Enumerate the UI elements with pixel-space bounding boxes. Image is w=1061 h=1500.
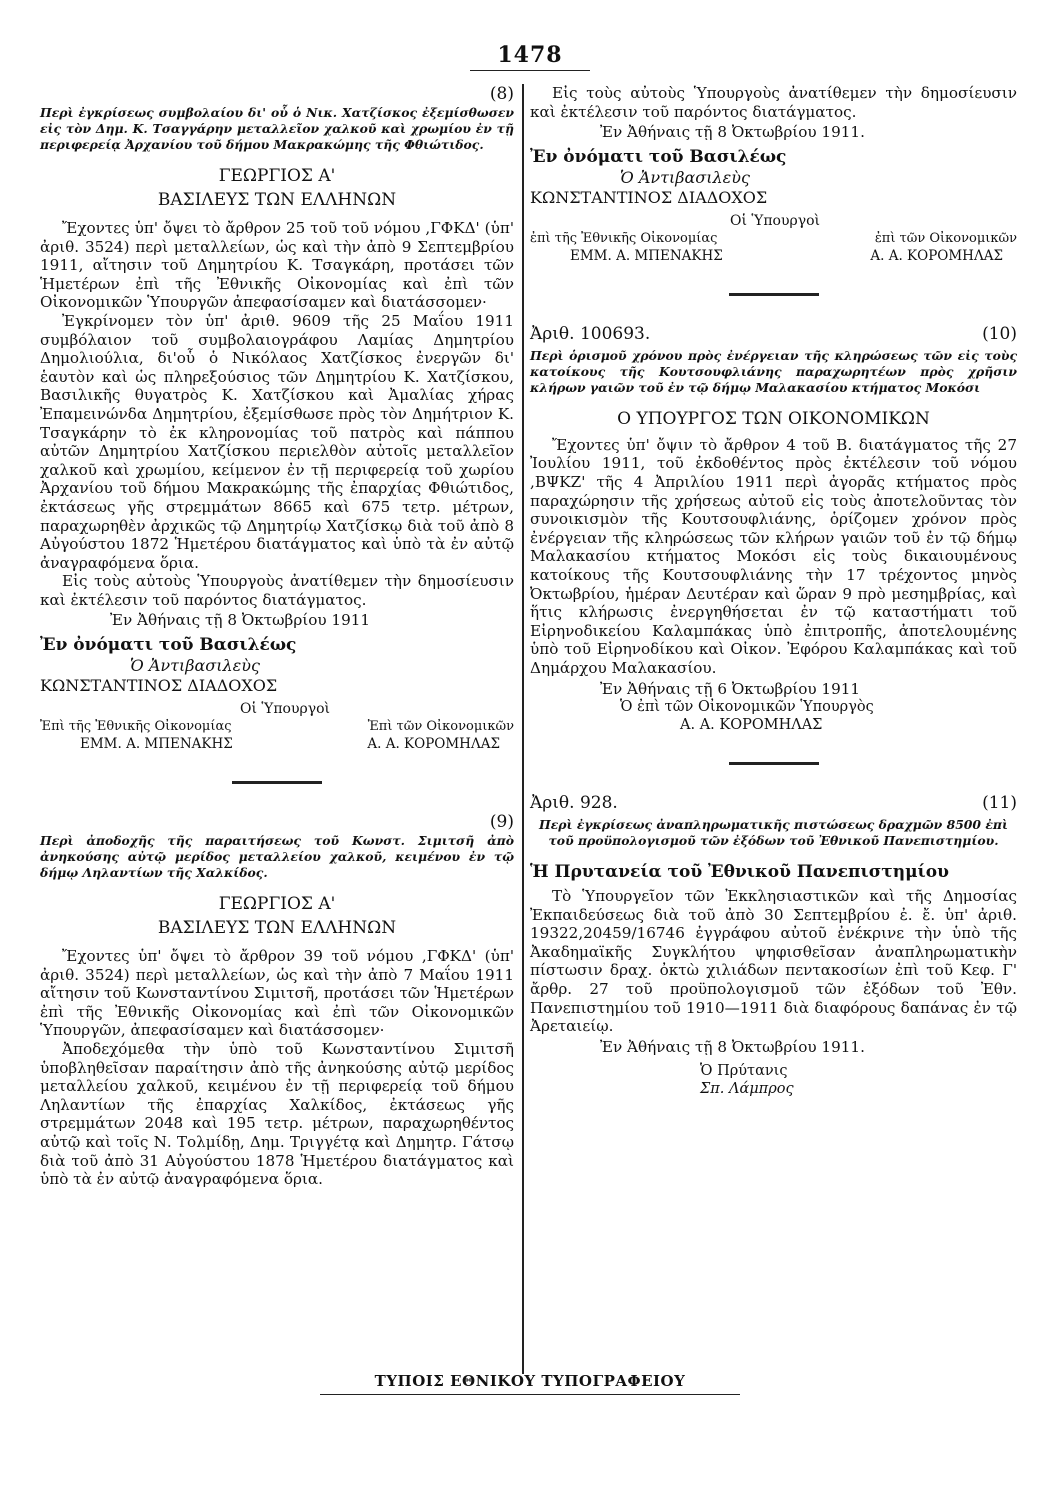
decree-9-kingdom: ΒΑΣΙΛΕΥΣ ΤΩΝ ΕΛΛΗΝΩΝ — [157, 918, 397, 939]
decision-10-summary: Περὶ ὁρισμοῦ χρόνου πρὸς ἐνέργειαν τῆς κληρώσεως τῶν εἰς τοὺς κατοίκους τῆς Κουτσουφλιάνης παραχωρητέων πρὸς χρῆσιν κλήρων γαιῶν τοῦ ἐν τῷ δήμῳ Μαλακασίου κτήματος Μοκόσι — [530, 347, 1017, 395]
decree-9-summary: Περὶ ἀποδοχῆς τῆς παραιτήσεως τοῦ Κωνστ. Σιμιτσῆ ἀπὸ ἀνηκούσης αὐτῷ μερίδος μεταλλείου χαλκοῦ, κειμένου ἐν τῷ δήμῳ Ληλαντίων τῆς Χαλκίδος. — [40, 833, 514, 881]
decree-9 — [40, 812, 514, 1189]
decree-9-paragraph-2: Ἀποδεχόμεθα τὴν ὑπὸ τοῦ Κωνσταντίνου Σιμιτσῆ ὑποβληθεῖσαν παραίτησιν ἀπὸ τῆς ἀνηκούσης αὐτῷ μερίδος μεταλλείου χαλκοῦ, κειμένου ἐν τῇ περιφερείᾳ τοῦ δήμου Ληλαντίων τῆς ἐπαρχίας Χαλκίδος, ἐκτάσεως γῆς στρεμμάτων 2048 καὶ 195 τετρ. μέτρων, παραχωρηθέντος αὐτῷ καὶ τοῖς Ν. Τολμίδῃ, Δημ. Τριγγέτᾳ καὶ Δημητρ. Γάτσῳ διὰ τοῦ ἀπὸ 31 Αὐγούστου 1878 Ἡμετέρου διατάγματος καὶ ὑπὸ τὰ ἐν αὐτῷ ἀναγραφόμενα ὅρια. — [40, 1040, 514, 1189]
decision-11-summary: Περὶ ἐγκρίσεως ἀναπληρωματικῆς πιστώσεως δραχμῶν 8500 ἐπὶ τοῦ προϋπολογισμοῦ τῶν ἐξόδων τοῦ Ἐθνικοῦ Πανεπιστημίου. — [539, 817, 1008, 849]
decision-11-header — [530, 793, 1017, 813]
decree-9-minister-1-name: ΕΜΜ. Α. ΜΠΕΝΑΚΗΣ — [570, 247, 723, 264]
decision-10-header — [530, 324, 1017, 344]
decree-9-king: ΓΕΩΡΓΙΟΣ Α' — [218, 894, 336, 915]
decree-9-regent-name: ΚΩΝΣΤΑΝΤΙΝΟΣ ΔΙΑΔΟΧΟΣ — [530, 187, 768, 207]
decision-11-paragraph-1: Τὸ Ὑπουργεῖον τῶν Ἐκκλησιαστικῶν καὶ τῆς Δημοσίας Ἐκπαιδεύσεως διὰ τοῦ ἀπὸ 30 Σεπτεμβρίου ἐ. ἔ. ὑπ' ἀριθ. 19322,20459/16746 ἐγγράφου αὐτοῦ ἐνέκρινε τὴν ὑπὸ τῆς Ἀκαδημαϊκῆς Συγκλήτου ψηφισθεῖσαν ἀναπληρωματικὴν πίστωσιν δραχ. ὀκτὼ χιλιάδων πεντακοσίων ἐπὶ τοῦ Κεφ. Γ' ἄρθρ. 27 τοῦ προϋπολογισμοῦ τῶν ἐξόδων τοῦ Ἐθν. Πανεπιστημίου τοῦ 1910—1911 διὰ διαφόρους δαπάνας ἐν τῷ Ἀρεταιείῳ. — [530, 887, 1017, 1036]
decree-8-minister-1-title: Ἐπὶ τῆς Ἐθνικῆς Οἰκονομίας — [40, 719, 232, 735]
decision-11-arith: Ἀριθ. 928. — [530, 793, 618, 814]
decree-8-minister-1-name: ΕΜΜ. Α. ΜΠΕΝΑΚΗΣ — [80, 736, 233, 753]
decree-9-minister-titles — [530, 230, 1017, 247]
decision-11-number: (11) — [982, 793, 1017, 814]
decision-10 — [530, 324, 1017, 734]
section-separator — [232, 781, 322, 784]
decision-11-signer-title: Ὁ Πρύτανις — [700, 1063, 788, 1080]
decree-8-number: (8) — [489, 84, 514, 104]
decision-10-paragraph-1: Ἔχοντες ὑπ' ὄψιν τὸ ἄρθρον 4 τοῦ Β. διατάγματος τῆς 27 Ἰουλίου 1911, τοῦ ἐκδοθέντος πρὸς ἐκτέλεσιν τοῦ νόμου ,ΒΨΚΖ' τῆς 4 Ἀπριλίου 1911 περὶ ἀγορᾶς κτήματος πρὸς παραχώρησιν τῆς χρήσεως αὐτοῦ εἰς τοὺς ἀποτελοῦντας τὸν συνοικισμὸν τῆς Κουτσουφλιάνης, ὁρίζομεν χρόνον πρὸς ἐνέργειαν τῆς κληρώσεως τῶν κλήρων γαιῶν τοῦ ἐν τῷ δήμῳ Μαλακασίου κτήματος Μοκόσι εἰς τοὺς δικαιουμένους κατοίκους τῆς Κουτσουφλιάνης τὴν 17 τρέχοντος μηνὸς Ὀκτωβρίου, ἡμέραν Δευτέραν καὶ ὥραν 9 πρὸ μεσημβρίας, καὶ ἥτις κλήρωσις ἐνεργηθήσεται ἐν τῷ καταστήματι τοῦ Εἰρηνοδικείου Καλαμπάκας ὑπὸ ἐπιτροπῆς, ἀποτελουμένης ὑπὸ τοῦ Εἰρηνοδίκου καὶ Οἰκον. Ἐφόρου Καλαμπάκας καὶ τοῦ Δημάρχου Μαλακασίου. — [530, 435, 1017, 677]
decree-8-king: ΓΕΩΡΓΙΟΣ Α' — [218, 166, 336, 186]
decision-11-signer-name: Σπ. Λάμπρος — [700, 1081, 794, 1098]
decree-9-continued — [530, 84, 1017, 265]
decree-8-paragraph-3: Εἰς τοὺς αὐτοὺς Ὑπουργοὺς ἀνατίθεμεν τὴν δημοσίευσιν καὶ ἐκτέλεσιν τοῦ παρόντος διατάγματος. — [40, 572, 514, 609]
decree-8-minister-names — [40, 735, 514, 753]
decree-9-paragraph-1: Ἔχοντες ὑπ' ὄψει τὸ ἄρθρον 39 τοῦ νόμου ,ΓΦΚΔ' (ὑπ' ἀριθ. 3524) περὶ μεταλλείων, ὡς καὶ τὴν ἀπὸ 7 Μαΐου 1911 αἴτησιν τοῦ Κωνσταντίνου Σιμιτσῆ, προτάσει τῶν Ἡμετέρων ἐπὶ τῆς Ἐθνικῆς Οἰκονομίας καὶ ἐπὶ τῶν Οἰκονομικῶν Ὑπουργῶν, ἀπεφασίσαμεν καὶ διατάσσομεν· — [40, 947, 514, 1040]
printer-imprint: ΤΥΠΟΙΣ ΕΘΝΙΚΟΥ ΤΥΠΟΓΡΑΦΕΙΟΥ — [374, 1372, 686, 1390]
decision-10-signer-title: Ὁ ἐπὶ τῶν Οἰκονομικῶν Ὑπουργὸς — [620, 699, 874, 716]
decree-8-kingdom: ΒΑΣΙΛΕΥΣ ΤΩΝ ΕΛΛΗΝΩΝ — [157, 190, 397, 210]
decree-8-paragraph-1: Ἔχοντες ὑπ' ὄψει τὸ ἄρθρον 25 τοῦ τοῦ νόμου ,ΓΦΚΔ' (ὑπ' ἀριθ. 3524) περὶ μεταλλείων, ὡς καὶ τὴν ἀπὸ 9 Σεπτεμβρίου 1911, αἴτησιν τοῦ Δημητρίου Κ. Τσαγκάρη, προτάσει τῶν Ἡμετέρων ἐπὶ τῆς Ἐθνικῆς Οἰκονομίας καὶ ἐπὶ τῶν Οἰκονομικῶν Ὑπουργῶν ἀπεφασίσαμεν καὶ διατάσσομεν· — [40, 219, 514, 312]
column-divider — [522, 84, 524, 1374]
decision-11-heading: Ἡ Πρυτανεία τοῦ Ἐθνικοῦ Πανεπιστημίου — [530, 862, 949, 883]
decree-8-minister-titles — [40, 718, 514, 735]
decree-9-regent-title: Ὁ Ἀντιβασιλεὺς — [620, 167, 750, 187]
decree-9-in-name-of-king: Ἐν ὀνόματι τοῦ Βασιλέως — [530, 146, 787, 167]
decree-8-regent-title: Ὁ Ἀντιβασιλεὺς — [130, 656, 260, 676]
decree-9-number: (9) — [489, 812, 514, 833]
section-separator — [729, 762, 819, 765]
decree-9-paragraph-3: Εἰς τοὺς αὐτοὺς Ὑπουργοὺς ἀνατίθεμεν τὴν δημοσίευσιν καὶ ἐκτέλεσιν τοῦ παρόντος διατάγματος. — [530, 84, 1017, 121]
decree-8-date: Ἐν Ἀθήναις τῇ 8 Ὀκτωβρίου 1911 — [110, 611, 371, 630]
decree-8-minister-2-name: Α. Α. ΚΟΡΟΜΗΛΑΣ — [367, 736, 500, 753]
decree-9-date: Ἐν Ἀθήναις τῇ 8 Ὀκτωβρίου 1911. — [600, 123, 865, 142]
decision-10-arith: Ἀριθ. 100693. — [530, 323, 651, 344]
decree-8 — [40, 84, 514, 753]
page-number: 1478 — [497, 42, 563, 68]
right-column — [530, 84, 1017, 1098]
printer-rule — [320, 1394, 740, 1395]
decision-11 — [530, 793, 1017, 1098]
decree-8-summary: Περὶ ἐγκρίσεως συμβολαίου δι' οὗ ὁ Νικ. Χατζίσκος ἐξεμίσθωσεν εἰς τὸν Δημ. Κ. Τσαγγάρην μεταλλεῖον χαλκοῦ καὶ χρωμίου ἐν τῇ περιφερείᾳ Ἀρχανίου τοῦ δήμου Μακρακώμης τῆς Φθιώτιδος. — [40, 105, 514, 152]
decree-8-minister-2-title: Ἐπὶ τῶν Οἰκονομικῶν — [367, 719, 514, 735]
page-number-rule — [470, 70, 590, 71]
decree-9-ministers-label: Οἱ Ὑπουργοὶ — [730, 212, 820, 229]
decree-8-regent-name: ΚΩΝΣΤΑΝΤΙΝΟΣ ΔΙΑΔΟΧΟΣ — [40, 676, 278, 696]
decision-10-number: (10) — [982, 323, 1017, 344]
decree-8-paragraph-2: Ἐγκρίνομεν τὸν ὑπ' ἀριθ. 9609 τῆς 25 Μαΐου 1911 συμβόλαιον τοῦ συμβολαιογράφου Λαμίας Δημητρίου Δημολιούλια, δι'οὗ ὁ Νικόλαος Χατζίσκος ἐνεργῶν δι' ἑαυτὸν καὶ ὡς πληρεξούσιος τῶν Δημητρίου Κ. Χατζίσκου, Βασιλικῆς θυγατρὸς Κ. Χατζίσκου καὶ Ἀμαλίας χήρας Ἐπαμεινώνδα Δημητρίου, ἐξεμίσθωσε πρὸς τὸν Δημήτριον Κ. Τσαγκάρην τὸ ἐκ κληρονομίας τοῦ πατρὸς καὶ πάππου αὐτῶν Δημητρίου Χατζίσκου περιελθὸν αὐτοῖς μεταλλεῖον χαλκοῦ καὶ χρωμίου, κείμενον ἐν τῇ περιφερείᾳ τοῦ χωρίου Ἀρχανίου τοῦ δήμου Μακρακώμης τῆς ἐπαρχίας Φθιώτιδος, ἐκτάσεως γῆς στρεμμάτων 8665 καὶ 675 τετρ. μέτρων, παραχωρηθὲν ἀρχικῶς τῷ Δημητρίῳ Χατζίσκῳ διὰ τοῦ ἀπὸ 8 Αὐγούστου 1872 Ἡμετέρου διατάγματος καὶ ὑπὸ τὰ ἐν αὐτῷ ἀναγραφόμενα ὅρια. — [40, 311, 514, 572]
left-column — [40, 84, 514, 1189]
decree-8-in-name-of-king: Ἐν ὀνόματι τοῦ Βασιλέως — [40, 635, 297, 656]
decree-9-minister-names — [530, 247, 1017, 265]
decision-11-date: Ἐν Ἀθήναις τῇ 8 Ὀκτωβρίου 1911. — [600, 1037, 865, 1056]
decree-9-minister-1-title: ἐπὶ τῆς Ἐθνικῆς Οἰκονομίας — [530, 230, 718, 246]
decree-9-minister-2-title: ἐπὶ τῶν Οἰκονομικῶν — [874, 230, 1017, 246]
decree-9-minister-2-name: Α. Α. ΚΟΡΟΜΗΛΑΣ — [870, 247, 1003, 264]
decision-10-heading: Ο ΥΠΟΥΡΓΟΣ ΤΩΝ ΟΙΚΟΝΟΜΙΚΩΝ — [617, 408, 930, 429]
section-separator — [729, 293, 819, 296]
decision-10-date: Ἐν Ἀθήναις τῇ 6 Ὀκτωβρίου 1911 — [600, 679, 861, 698]
decree-8-ministers-label: Οἱ Ὑπουργοὶ — [240, 701, 330, 718]
decision-10-signer-name: Α. Α. ΚΟΡΟΜΗΛΑΣ — [680, 717, 823, 734]
